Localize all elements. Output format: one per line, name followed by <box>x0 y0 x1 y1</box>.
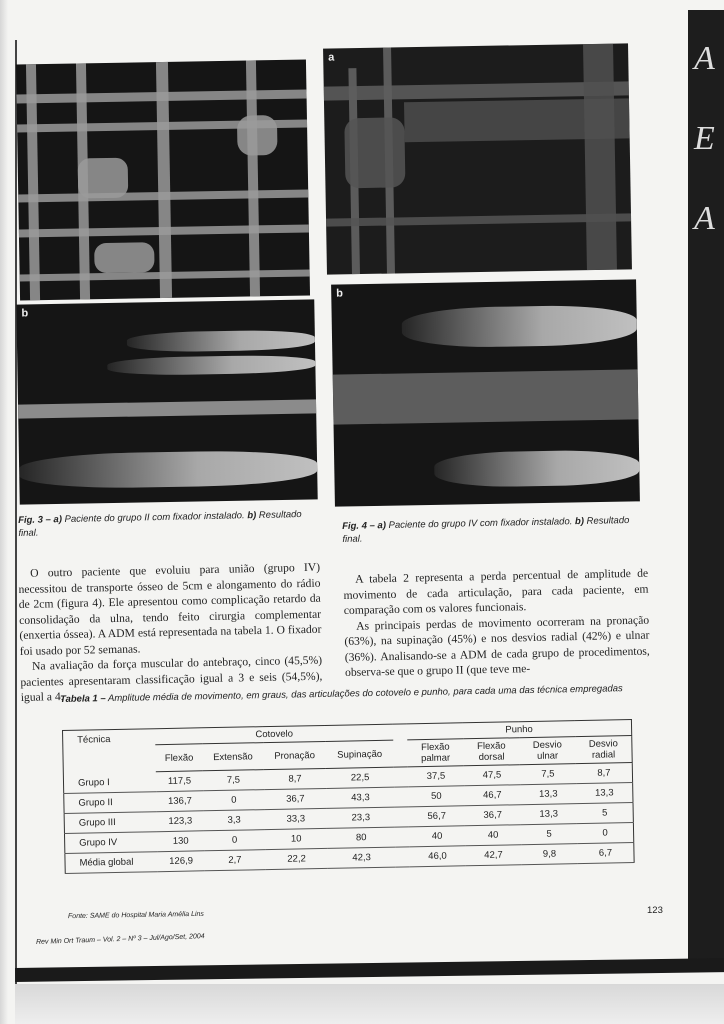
table-cell: 13,3 <box>520 784 576 805</box>
fig4b-xray-image <box>331 279 640 506</box>
paragraph: A tabela 2 representa a perda percentual de amplitude de movimento de cada articulação, para cada paciente, em comparação com os valores funcionais. <box>343 566 649 617</box>
table-cell: 80 <box>327 827 395 848</box>
column-header: Supinação <box>325 740 393 768</box>
column-header: Flexão dorsal <box>463 738 520 766</box>
column-spacer <box>394 767 408 787</box>
column-spacer <box>394 787 408 807</box>
page-left-edge <box>15 40 17 990</box>
column-spacer <box>393 724 407 740</box>
table-cell: 8,7 <box>576 763 633 784</box>
table-cell: 23,3 <box>327 807 395 828</box>
table-cell: 40 <box>409 826 465 847</box>
table-cell: 22,5 <box>326 767 394 788</box>
left-column-text <box>18 560 323 706</box>
fig4-caption-b: b) <box>574 515 585 528</box>
table-cell: 10 <box>265 828 328 849</box>
table-cell: 0 <box>577 823 634 844</box>
adjacent-letter: A <box>694 40 715 77</box>
column-header: Desvio ulnar <box>519 737 576 765</box>
fig4-caption-a-text: Paciente do grupo IV com fixador instalado. <box>385 516 576 532</box>
table-cell: 7,5 <box>203 770 264 791</box>
fig3-caption-a: a) <box>53 514 63 526</box>
adjacent-letter: A <box>694 200 715 237</box>
table-cell: 40 <box>465 825 521 846</box>
fig3a-xray-image <box>16 59 310 300</box>
table-cell: 0 <box>204 830 265 851</box>
scan-left-shadow <box>0 0 8 1024</box>
header-tecnica: Técnica <box>77 734 111 746</box>
panel-label: b <box>336 287 344 300</box>
cell-tecnica: Grupo IV <box>64 832 157 854</box>
table-cell: 136,7 <box>156 791 203 812</box>
fig3-caption-b: b) <box>247 510 257 522</box>
panel-label: a <box>328 51 335 64</box>
fig4-caption-a: a) <box>377 520 387 532</box>
scan-background <box>15 984 724 1024</box>
column-spacer <box>393 740 408 767</box>
table-cell: 3,3 <box>203 810 264 831</box>
paragraph: As principais perdas de movimento ocorreram na pronação (63%), na supinação (45%) e nos desvios radial (42%) e ulnar (36%). Analisando-se a ADM de cada grupo de procedimentos, observa-se que o grupo II (que teve me- <box>344 613 650 679</box>
column-header: Desvio radial <box>575 736 632 764</box>
fig4-caption-label: Fig. 4 – <box>342 520 375 532</box>
adjacent-page-strip <box>688 10 724 970</box>
fig3-caption-a-text: Paciente do grupo II com fixador instalado. <box>61 510 248 526</box>
table-cell: 7,5 <box>520 764 576 785</box>
cell-tecnica: Grupo II <box>64 792 157 814</box>
paragraph: Na avaliação da força muscular do antebraço, cinco (45,5%) pacientes apresentaram classificação igual a 3 e seis (54,5%), igual a 4. <box>20 653 323 704</box>
column-header: Flexão <box>155 744 202 772</box>
table-cell: 47,5 <box>464 765 520 786</box>
cell-tecnica: Grupo III <box>64 812 157 834</box>
adjacent-letter: E <box>694 120 715 157</box>
table-cell: 50 <box>408 786 464 807</box>
table-cell: 42,3 <box>328 847 396 868</box>
table-cell: 117,5 <box>156 771 203 792</box>
column-header: Extensão <box>202 743 263 771</box>
table-cell: 46,7 <box>464 785 520 806</box>
table-cell: 13,3 <box>521 804 577 825</box>
fig3-caption-label: Fig. 3 – <box>18 514 51 526</box>
header-group-cotovelo: Cotovelo <box>155 724 393 745</box>
table-cell: 123,3 <box>157 811 204 832</box>
column-header: Flexão palmar <box>407 739 464 767</box>
fig3b-xray-image <box>16 299 317 504</box>
table-cell: 13,3 <box>576 783 633 804</box>
table-source: Fonte: SAME do Hospital Maria Amélia Lins <box>67 910 204 921</box>
column-spacer <box>395 807 409 827</box>
fig4-caption-b-text: Resultado final. <box>342 514 630 545</box>
table-cell: 6,7 <box>577 843 634 864</box>
table-cell: 46,0 <box>409 846 465 867</box>
table-cell: 5 <box>521 824 577 845</box>
table-cell: 8,7 <box>264 768 327 789</box>
table-cell: 22,2 <box>265 848 328 869</box>
table-cell: 126,9 <box>158 851 205 872</box>
column-spacer <box>395 827 409 847</box>
table-cell: 9,8 <box>521 844 577 865</box>
table1-title-text: Amplitude média de movimento, em graus, das articulações do cotovelo e punho, para cada uma das técnica empregadas <box>105 683 623 705</box>
header-group-punho: Punho <box>407 720 632 740</box>
table-cell: 130 <box>157 831 204 852</box>
table-cell: 36,7 <box>264 788 327 809</box>
table-cell: 2,7 <box>204 850 265 871</box>
table-cell: 5 <box>577 803 634 824</box>
table-cell: 43,3 <box>326 787 394 808</box>
fig4a-xray-image <box>323 43 632 274</box>
paragraph: O outro paciente que evoluiu para união (grupo IV) necessitou de transporte ósseo de 5cm e alongamento do rádio de 2cm (figura 4). Ele apresentou como complicação retardo da consolidação da ulna, tendo feito cirurgia complementar (enxertia óssea). A ADM está representada na tabela 1. O fixador foi usado por 52 semanas. <box>18 560 322 658</box>
fig3-caption-b-text: Resultado final. <box>18 509 302 539</box>
column-header: Pronação <box>263 741 326 769</box>
page-number: 123 <box>647 905 663 916</box>
column-spacer <box>395 847 409 867</box>
table-cell: 56,7 <box>409 806 465 827</box>
table-cell: 0 <box>203 790 264 811</box>
table-cell: 37,5 <box>408 766 464 787</box>
cell-tecnica: Grupo I <box>63 772 156 794</box>
cell-tecnica: Média global <box>65 852 158 874</box>
right-column-text <box>343 566 650 681</box>
table-cell: 42,7 <box>465 845 521 866</box>
journal-footer: Rev Min Ort Traum – Vol. 2 – Nº 3 – Jul/Ago/Set, 2004 <box>35 933 205 946</box>
table1-title-label: Tabela 1 – <box>60 693 106 705</box>
table1 <box>62 719 635 874</box>
panel-label: b <box>21 307 29 320</box>
table-cell: 36,7 <box>465 805 521 826</box>
table-cell: 33,3 <box>264 808 327 829</box>
